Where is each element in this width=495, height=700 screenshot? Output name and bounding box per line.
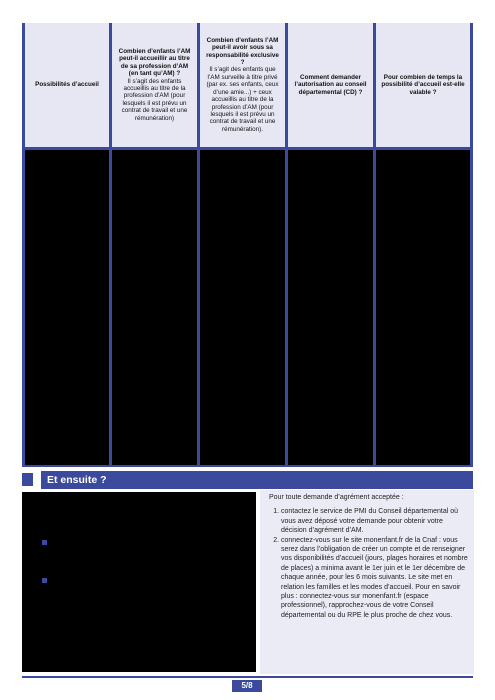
column-header-possibilites <box>25 23 109 147</box>
column-header-duree <box>376 23 470 147</box>
section-header <box>22 471 473 489</box>
bullet-icon <box>42 540 47 545</box>
column-header-autorisation <box>288 23 373 147</box>
column-title: Pour combien de temps la possibilité d’accueil est-elle valable ? <box>381 73 465 96</box>
info-list <box>269 507 468 620</box>
left-panel <box>22 492 256 672</box>
column-header-responsabilite <box>200 23 285 147</box>
availability-table <box>22 23 473 467</box>
footer-rule <box>22 676 473 678</box>
section-marker-icon <box>22 473 33 486</box>
column-title: Comment demander l’autorisation au conseil départemental (CD) ? <box>294 73 367 96</box>
page-number: 5/8 <box>232 680 262 692</box>
table-cell-body <box>112 150 197 465</box>
info-intro: Pour toute demande d’agrément acceptée : <box>269 494 404 501</box>
column-title: Combien d’enfants l’AM peut-il accueillir au titre de sa profession d’AM (en tant qu’AM) ? <box>118 47 191 78</box>
column-title: Combien d’enfants l’AM peut-il avoir sous sa responsabilité exclusive ? <box>206 36 279 67</box>
list-item: 1. contactez le service de PMI du Conseil départemental où vous avez déposé votre demande pour obtenir votre décision d’agrément d’AM. <box>281 507 468 535</box>
table-cell-body <box>376 150 470 465</box>
column-header-enfants-am <box>112 23 197 147</box>
table-cell-body <box>288 150 373 465</box>
column-note: Il s’agit des enfants accueillis au titre de la profession d’AM (pour lesquels il est prévu un contrat de travail et une rémunération) <box>121 77 188 122</box>
column-title: Possibilités d’accueil <box>35 81 99 89</box>
table-cell-body <box>200 150 285 465</box>
table-cell-body <box>25 150 109 465</box>
info-box <box>260 490 474 674</box>
bullet-icon <box>42 578 47 583</box>
section-title: Et ensuite ? <box>41 471 473 489</box>
list-item: 2. connectez-vous sur le site monenfant.fr de la Cnaf : vous serez dans l’obligation de créer un compte et de renseigner vos disponibilités d’accueil (jours, plages horaires et nombre de places) a minima avant le 1er juin et le 1er décembre de chaque année, pour les 6 mois suivants. Le site met en relation les familles et les modes d’accueil. Pour en savoir plus : connectez-vous sur monenfant.fr (espace professionnel), rapprochez-vous de votre Conseil départemental ou du RPE le plus proche de chez vous. <box>281 536 468 621</box>
column-note: Il s’agit des enfants que l’AM surveille à titre privé (par ex. ses enfants, ceux d’une amie...) + ceux accueillis au titre de la profession d’AM (pour lesquels il est prévu un contrat de travail et une rémunération). <box>206 66 279 133</box>
